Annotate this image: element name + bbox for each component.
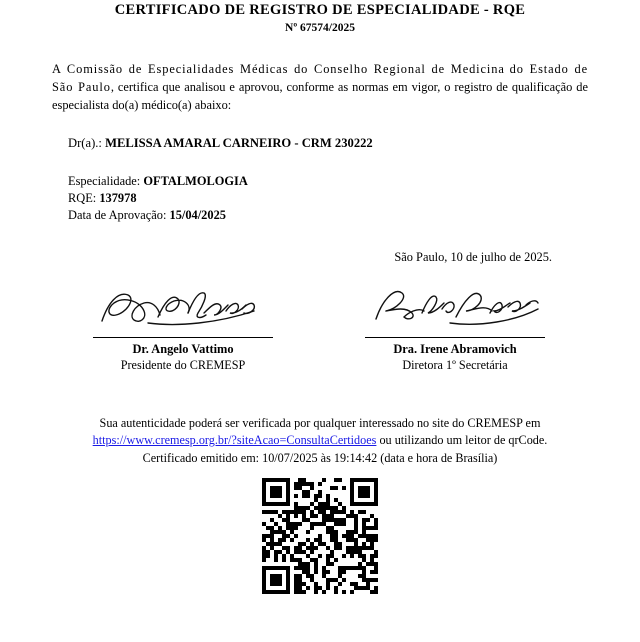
city-and-date: São Paulo, 10 de julho de 2025. bbox=[394, 250, 552, 264]
intro-text-part1: A Comissão de Especialidades Médicas do Conselho Regional de Medicina bbox=[52, 62, 505, 76]
signature-image-secretary bbox=[340, 277, 570, 333]
field-specialty-value: OFTALMOLOGIA bbox=[143, 174, 248, 188]
issued-timestamp: Certificado emitido em: 10/07/2025 às 19:14:42 (data e hora de Brasília) bbox=[142, 451, 498, 465]
certificate-number: Nº 67574/2025 bbox=[285, 22, 355, 34]
signature-name-secretary: Dra. Irene Abramovich bbox=[393, 342, 517, 356]
doctor-line bbox=[68, 136, 600, 151]
verification-line-2 bbox=[64, 432, 576, 449]
field-rqe-value: 137978 bbox=[99, 191, 137, 205]
field-specialty bbox=[68, 173, 600, 190]
field-rqe-label: RQE: bbox=[68, 191, 97, 205]
intro-text-part2: do Estado de São Paulo bbox=[52, 62, 588, 94]
signature-rule-secretary bbox=[365, 337, 545, 338]
page-title: CERTIFICADO DE REGISTRO DE ESPECIALIDADE - RQE bbox=[114, 2, 526, 18]
field-specialty-label: Especialidade: bbox=[68, 174, 141, 188]
doctor-name: MELISSA AMARAL CARNEIRO - CRM 230222 bbox=[105, 136, 373, 150]
qr-code-wrapper bbox=[40, 478, 600, 594]
certificate-page bbox=[0, 2, 640, 642]
signature-name-president: Dr. Angelo Vattimo bbox=[132, 342, 234, 356]
field-rqe bbox=[68, 190, 600, 207]
intro-paragraph bbox=[52, 60, 588, 114]
verification-line-1: Sua autenticidade poderá ser verificada por qualquer interessado no site do CREMESP em bbox=[99, 416, 541, 430]
handwritten-signature-icon bbox=[88, 277, 278, 333]
verification-link[interactable]: https://www.cremesp.org.br/?siteAcao=ConsultaCertidoes bbox=[92, 433, 377, 447]
field-approval-date-value: 15/04/2025 bbox=[169, 208, 226, 222]
signature-block-secretary bbox=[340, 277, 570, 373]
verification-text bbox=[64, 415, 576, 449]
qr-code-icon bbox=[262, 478, 378, 594]
signature-role-president: Presidente do CREMESP bbox=[120, 358, 246, 372]
signature-block-president bbox=[68, 277, 298, 373]
signature-image-president bbox=[68, 277, 298, 333]
signature-role-secretary: Diretora 1º Secretária bbox=[402, 358, 508, 372]
signature-rule-president bbox=[93, 337, 273, 338]
verification-line-2-tail: ou utilizando um leitor de qrCode. bbox=[376, 433, 548, 447]
field-approval-date-label: Data de Aprovação: bbox=[68, 208, 167, 222]
handwritten-signature-icon bbox=[360, 277, 550, 333]
field-approval-date bbox=[68, 207, 600, 224]
doctor-label: Dr(a).: bbox=[68, 136, 102, 150]
certificate-fields bbox=[68, 173, 600, 224]
signature-area bbox=[40, 277, 600, 397]
intro-text-part3: , certifica que analisou e aprovou, conforme as normas em vigor, o registro de qualificação de especialista do(a) médico(a) abaixo: bbox=[52, 80, 588, 112]
